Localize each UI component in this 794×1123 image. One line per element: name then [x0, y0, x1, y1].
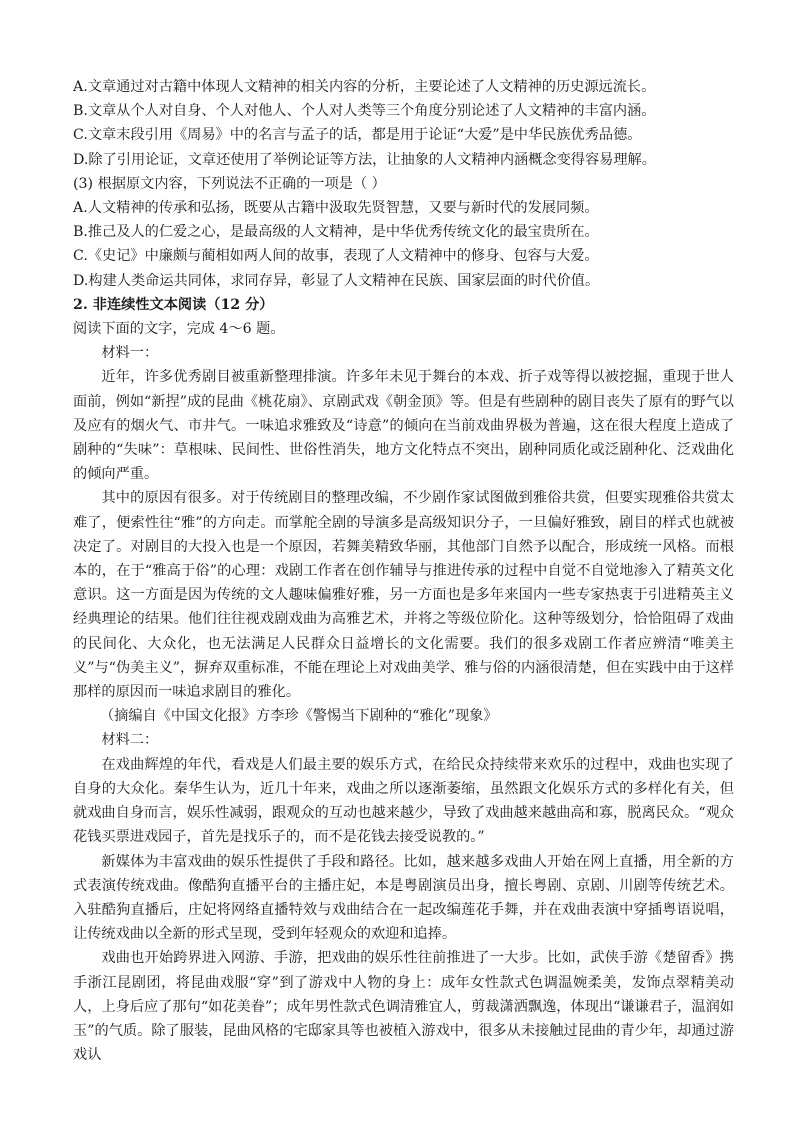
q2-option-a[interactable]: A.文章通过对古籍中体现人文精神的相关内容的分析，主要论述了人文精神的历史源远流长。	[73, 79, 656, 95]
material-1-citation: （摘编自《中国文化报》方李珍《警惕当下剧种的“雅化”现象》	[99, 708, 498, 725]
question-2-options	[73, 75, 734, 172]
material-1-paragraph-2: 其中的原因有很多。对于传统剧目的整理改编，不少剧作家试图做到雅俗共赏，但要实现雅俗共赏太难了，便索性往“雅”的方向走。而掌舵全剧的导演多是高级知识分子，一旦偏好雅致，剧目的样式也就被决定了。对剧目的大投入也是一个原因，若舞美精致华丽，其他部门自然予以配合，形成统一风格。而根本的，在于“雅高于俗”的心理：戏剧工作者在创作辅导与推进传承的过程中自觉不自觉地渗入了精英文化意识。这一方面是因为传统的文人趣味偏雅好雅，另一方面也是多年来国内一些专家热衷于引进精英主义经典理论的结果。他们往往视戏剧戏曲为高雅艺术，并将之等级位阶化。这种等级划分，恰恰阻碍了戏曲的民间化、大众化，也无法满足人民群众日益增长的文化需要。我们的很多戏剧工作者应辨清“唯美主义”与“伪美主义”，摒弃双重标准，不能在理论上对戏曲美学、雅与俗的内涵很清楚，但在实践中由于这样那样的原因而一味追求剧目的雅化。	[73, 490, 734, 701]
material-2-paragraph-2: 新媒体为丰富戏曲的娱乐性提供了手段和路径。比如，越来越多戏曲人开始在网上直播，用全新的方式表演传统戏曲。像酷狗直播平台的主播庄妃，本是粤剧演员出身，擅长粤剧、京剧、川剧等传统艺术。入驻酷狗直播后，庄妃将网络直播特效与戏曲结合在一起改编莲花手舞，并在戏曲表演中穿插粤语说唱，让传统戏曲以全新的形式呈现，受到年轻观众的欢迎和追捧。	[73, 853, 734, 943]
material-1-paragraph-1: 近年，许多优秀剧目被重新整理排演。许多年未见于舞台的本戏、折子戏等得以被挖掘，重现于世人面前，例如“新捏”成的昆曲《桃花扇》、京剧武戏《朝金顶》等。但是有些剧种的剧目丧失了原有的野气以及应有的烟火气、市井气。一味追求雅致及“诗意”的倾向在当前戏曲界极为普遍，这在很大程度上造成了剧种的“失味”：草根味、民间性、世俗性消失，地方文化特点不突出，剧种同质化或泛剧种化、泛戏曲化的倾向严重。	[73, 369, 734, 483]
section-2	[73, 293, 734, 1068]
material-2-paragraph-3: 戏曲也开始跨界进入网游、手游，把戏曲的娱乐性往前推进了一大步。比如，武侠手游《楚留香》携手浙江昆剧团，将昆曲戏服“穿”到了游戏中人物的身上：成年女性款式色调温婉柔美，发饰点翠精美动人，上身后应了那句“如花美眷”；成年男性款式色调清雅宜人，剪裁潇洒飘逸，体现出“谦谦君子，温润如玉”的气质。除了服装，昆曲风格的宅邸家具等也被植入游戏中，很多从未接触过昆曲的青少年，却通过游戏认	[73, 950, 734, 1064]
material-1-label: 材料一：	[101, 345, 159, 362]
q3-option-b[interactable]: B.推己及人的仁爱之心，是最高级的人文精神，是中华优秀传统文化的最宝贵所在。	[73, 224, 599, 241]
q2-option-d[interactable]: D.除了引用论证，文章还使用了举例论证等方法，让抽象的人文精神内涵概念变得容易理解。	[73, 151, 656, 168]
q2-option-b[interactable]: B.文章从个人对自身、个人对他人、个人对人类等三个角度分别论述了人文精神的丰富内涵。	[73, 103, 656, 120]
q3-option-c[interactable]: C.《史记》中廉颇与蔺相如两人间的故事，表现了人文精神中的修身、包容与大爱。	[73, 248, 599, 265]
q3-stem: (3) 根据原文内容，下列说法不正确的一项是（ ）	[73, 175, 386, 192]
material-2-paragraph-1: 在戏曲辉煌的年代，看戏是人们最主要的娱乐方式，在给民众持续带来欢乐的过程中，戏曲也实现了自身的大众化。秦华生认为，近几十年来，戏曲之所以逐渐萎缩，虽然跟文化娱乐方式的多样化有关，但就戏曲自身而言，娱乐性减弱，跟观众的互动也越来越少，导致了戏曲越来越曲高和寡，脱离民众。“观众花钱买票进戏园子，首先是找乐子的，而不是花钱去接受说教的。”	[73, 756, 734, 846]
q3-option-d[interactable]: D.构建人类命运共同体，求同存异，彰显了人文精神在民族、国家层面的时代价值。	[73, 272, 600, 289]
q3-option-a[interactable]: A.人文精神的传承和弘扬，既要从古籍中汲取先贤智慧，又要与新时代的发展同频。	[73, 200, 599, 217]
q2-option-c[interactable]: C.文章末段引用《周易》中的名言与孟子的话，都是用于论证“大爱”是中华民族优秀品德。	[73, 127, 642, 144]
section-instruction: 阅读下面的文字，完成 4～6 题。	[73, 321, 285, 338]
question-3	[73, 172, 734, 293]
material-2-label: 材料二：	[101, 732, 159, 749]
section-heading: 2. 非连续性文本阅读（12 分）	[73, 296, 274, 313]
